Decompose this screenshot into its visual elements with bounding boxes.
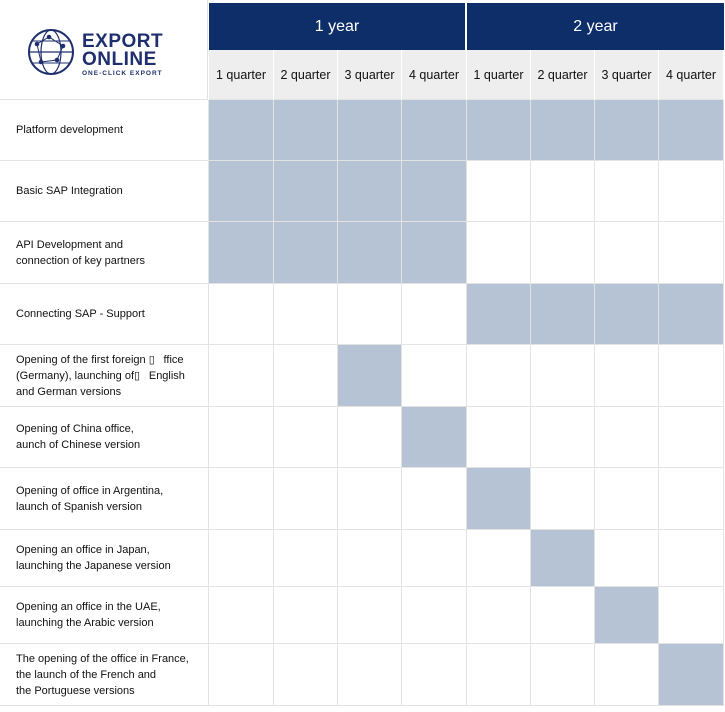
active-period-cell [402, 161, 467, 222]
empty-period-cell [338, 407, 402, 468]
empty-period-cell [531, 407, 595, 468]
empty-period-cell [209, 468, 274, 530]
active-period-cell [659, 100, 724, 161]
empty-period-cell [402, 284, 467, 345]
empty-period-cell [402, 530, 467, 587]
active-period-cell [659, 284, 724, 345]
empty-period-cell [338, 644, 402, 706]
empty-period-cell [338, 530, 402, 587]
empty-period-cell [467, 644, 531, 706]
empty-period-cell [402, 468, 467, 530]
quarter-header-6: 2 quarter [531, 50, 595, 100]
active-period-cell [467, 284, 531, 345]
empty-period-cell [595, 222, 659, 284]
empty-period-cell [531, 222, 595, 284]
active-period-cell [402, 100, 467, 161]
empty-period-cell [467, 345, 531, 407]
active-period-cell [402, 222, 467, 284]
active-period-cell [338, 222, 402, 284]
active-period-cell [467, 468, 531, 530]
task-label-text: Platform development [16, 124, 123, 136]
empty-period-cell [402, 644, 467, 706]
active-period-cell [595, 100, 659, 161]
active-period-cell [274, 222, 338, 284]
empty-period-cell [274, 530, 338, 587]
empty-period-cell [531, 468, 595, 530]
quarter-header-3: 3 quarter [338, 50, 402, 100]
active-period-cell [531, 530, 595, 587]
task-label-text: Connecting SAP - Support [16, 308, 145, 320]
task-label [0, 644, 209, 706]
empty-period-cell [531, 644, 595, 706]
empty-period-cell [595, 407, 659, 468]
task-label [0, 161, 209, 222]
brand-name-line1: EXPORT [82, 31, 164, 52]
year-1-header: 1 year [209, 3, 465, 50]
empty-period-cell [209, 345, 274, 407]
active-period-cell [338, 100, 402, 161]
empty-period-cell [659, 222, 724, 284]
logo [0, 0, 208, 100]
globe-network-icon [27, 28, 75, 76]
empty-period-cell [209, 587, 274, 644]
task-label-text: Basic SAP Integration [16, 185, 123, 197]
empty-period-cell [274, 345, 338, 407]
empty-period-cell [595, 345, 659, 407]
task-label-text: Opening of office in Argentina, launch of Spanish version [16, 484, 164, 513]
empty-period-cell [659, 468, 724, 530]
task-label-text: API Development and connection of key partners [16, 238, 146, 267]
task-label [0, 345, 209, 407]
quarter-header-8: 4 quarter [659, 50, 724, 100]
active-period-cell [274, 100, 338, 161]
task-label-text: Opening of the first foreign ▯ffice (Germany), launching of▯English and German versions [16, 353, 185, 398]
empty-period-cell [402, 587, 467, 644]
task-label-text: Opening an office in Japan, launching the Japanese version [16, 544, 171, 572]
empty-period-cell [274, 284, 338, 345]
empty-period-cell [659, 407, 724, 468]
brand-tagline: ONE-CLICK EXPORT [82, 70, 163, 77]
quarter-header-7: 3 quarter [595, 50, 659, 100]
empty-period-cell [467, 161, 531, 222]
quarter-header-1: 1 quarter [209, 50, 274, 100]
task-label [0, 407, 209, 468]
empty-period-cell [659, 587, 724, 644]
brand-name-line2: ONLINE [82, 49, 157, 70]
empty-period-cell [338, 468, 402, 530]
empty-period-cell [274, 587, 338, 644]
empty-period-cell [531, 161, 595, 222]
active-period-cell [338, 161, 402, 222]
active-period-cell [209, 222, 274, 284]
task-label [0, 468, 209, 530]
year-2-header: 2 year [467, 3, 724, 50]
empty-period-cell [467, 407, 531, 468]
empty-period-cell [209, 644, 274, 706]
task-label-text: Opening of China office, aunch of Chinese version [16, 423, 141, 451]
active-period-cell [595, 284, 659, 345]
active-period-cell [467, 100, 531, 161]
task-label [0, 587, 209, 644]
task-label [0, 100, 209, 161]
empty-period-cell [274, 644, 338, 706]
quarter-header-2: 2 quarter [274, 50, 338, 100]
active-period-cell [209, 100, 274, 161]
task-label-text: Opening an office in the UAE, launching the Arabic version [16, 601, 161, 629]
task-label [0, 530, 209, 587]
empty-period-cell [274, 407, 338, 468]
active-period-cell [338, 345, 402, 407]
empty-period-cell [274, 468, 338, 530]
task-label-text: The opening of the office in France, the launch of the French and the Portuguese versions [16, 652, 189, 697]
empty-period-cell [659, 530, 724, 587]
task-label [0, 222, 209, 284]
active-period-cell [209, 161, 274, 222]
empty-period-cell [595, 530, 659, 587]
empty-period-cell [209, 407, 274, 468]
empty-period-cell [402, 345, 467, 407]
quarter-header-4: 4 quarter [402, 50, 467, 100]
empty-period-cell [467, 587, 531, 644]
empty-period-cell [595, 644, 659, 706]
empty-period-cell [338, 284, 402, 345]
empty-period-cell [531, 345, 595, 407]
active-period-cell [274, 161, 338, 222]
empty-period-cell [531, 587, 595, 644]
active-period-cell [659, 644, 724, 706]
empty-period-cell [467, 222, 531, 284]
task-label [0, 284, 209, 345]
empty-period-cell [659, 161, 724, 222]
empty-period-cell [595, 161, 659, 222]
empty-period-cell [595, 468, 659, 530]
empty-period-cell [338, 587, 402, 644]
empty-period-cell [209, 530, 274, 587]
empty-period-cell [467, 530, 531, 587]
active-period-cell [531, 100, 595, 161]
active-period-cell [402, 407, 467, 468]
quarter-header-5: 1 quarter [467, 50, 531, 100]
empty-period-cell [659, 345, 724, 407]
empty-period-cell [209, 284, 274, 345]
active-period-cell [531, 284, 595, 345]
active-period-cell [595, 587, 659, 644]
